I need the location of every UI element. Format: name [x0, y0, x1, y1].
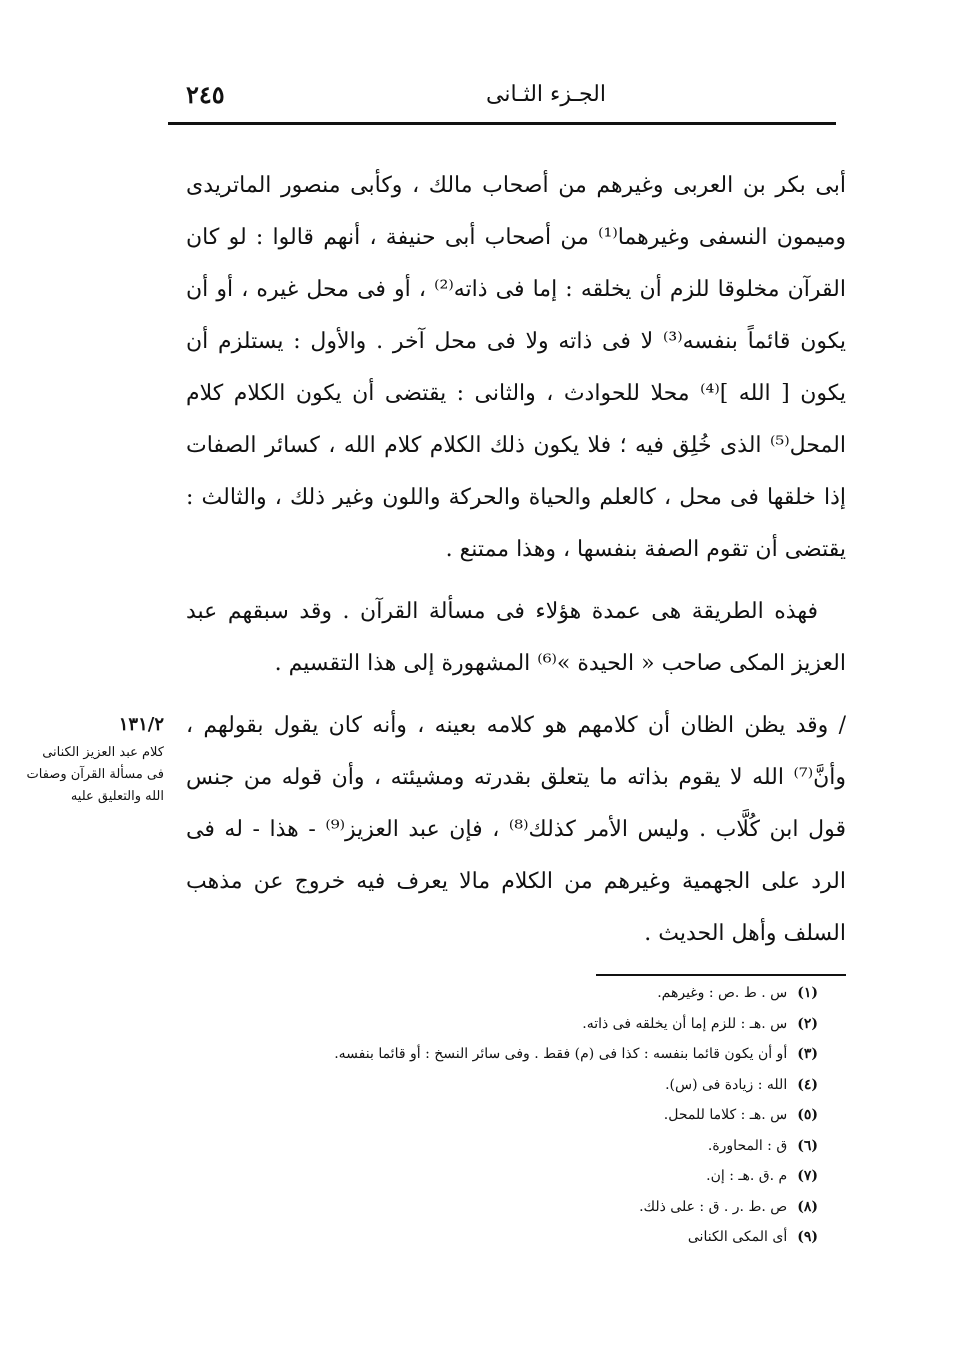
margin-note — [22, 714, 164, 808]
running-title: الجـزء الثـانى — [485, 82, 606, 107]
margin-reference: ١٣١/٢ — [118, 714, 164, 735]
footnote — [190, 1070, 818, 1101]
paragraph: فهذه الطريقة هى عمدة هؤلاء فى مسألة القرآن . وقد سبقهم عبد العزيز المكى صاحب « الحيدة »⁽⁶⁾ المشهورة إلى هذا التقسيم . — [186, 599, 846, 676]
main-text — [186, 160, 846, 960]
footnote-number: (٨) — [797, 1198, 818, 1215]
footnote-number: (٦) — [797, 1137, 818, 1154]
footnote — [190, 1161, 818, 1192]
footnote — [190, 1100, 818, 1131]
page-header — [168, 78, 836, 114]
footnotes — [190, 978, 818, 1253]
footnote-text: س .هـ : كلاما للمحل. — [663, 1107, 788, 1123]
footnote-number: (٢) — [797, 1015, 818, 1032]
footnote-text: ق : المحاورة. — [707, 1137, 788, 1154]
footnote — [190, 1131, 818, 1162]
footnote-number: (٣) — [797, 1046, 818, 1062]
footnote-number: (٧) — [797, 1168, 818, 1184]
footnote — [190, 1222, 818, 1253]
page-number: ٢٤٥ — [186, 80, 225, 109]
footnote — [190, 1039, 818, 1070]
footnote-text: س .هـ : للزم إما أن يخلقه فى ذاته. — [582, 1015, 788, 1032]
footnote-number: (٤) — [797, 1076, 818, 1093]
footnote-number: (١) — [797, 985, 818, 1001]
margin-note-text: كلام عبد العزيز الكنانى فى مسألة القرآن وصفات الله والتعليق عليه — [26, 745, 164, 804]
footnote-text: أى المكى الكنانى — [687, 1229, 788, 1245]
footnote-text: س . ط .ص : وغيرهم. — [657, 985, 788, 1001]
footnote-text: م .ق .هـ : إن. — [706, 1168, 788, 1184]
footnote — [190, 1009, 818, 1040]
footnote-text: ص .ط .ر . ق : على ذلك. — [639, 1198, 788, 1215]
header-rule — [168, 122, 836, 125]
footnote-text: الله : زيادة فى (س). — [665, 1076, 788, 1093]
footnote-rule — [596, 974, 846, 976]
footnote-text: أو أن يكون قائما بنفسه : كذا فى (م) فقط . وفى سائر النسخ : أو قائما بنفسه. — [334, 1046, 788, 1062]
footnote-number: (٩) — [797, 1229, 818, 1245]
footnote-number: (٥) — [797, 1107, 818, 1123]
footnote — [190, 1192, 818, 1223]
paragraph: / وقد يظن الظان أن كلامهم هو كلامه بعينه ، وأنه كان يقول بقولهم ، وأنَّ⁽⁷⁾ الله لا يقوم بذاته ما يتعلق بقدرته ومشيئته ، وأن قوله من جنس قول ابن كُلَّاب . وليس الأمر كذلك⁽⁸⁾ ، فإن عبد العزيز⁽⁹⁾ - هذا - له فى الرد على الجهمية وغيرهم من الكلام مالا يعرف فيه خروج عن مذهب السلف وأهل الحديث . — [186, 713, 846, 946]
paragraph: أبى بكر بن العربى وغيرهم من أصحاب مالك ، وكأبى منصور الماتريدى وميمون النسفى وغيرهما⁽¹⁾ من أصحاب أبى حنيفة ، أنهم قالوا : لو كان القرآن مخلوقا للزم أن يخلقه : إما فى ذاته⁽²⁾ ، أو فى محل غيره ، أو أن يكون قائماً بنفسه⁽³⁾ لا فى ذاته ولا فى محل آخر . والأول : يستلزم أن يكون [ الله ]⁽⁴⁾ محلا للحوادث ، والثانى : يقتضى أن يكون الكلام كلام المحل⁽⁵⁾ الذى خُلِق فيه ؛ فلا يكون ذلك الكلام كلام الله ، كسائر الصفات إذا خلقها فى محل ، كالعلم والحياة والحركة واللون وغير ذلك ، والثالث : يقتضى أن تقوم الصفة بنفسها ، وهذا ممتنع . — [186, 173, 847, 562]
footnote — [190, 978, 818, 1009]
